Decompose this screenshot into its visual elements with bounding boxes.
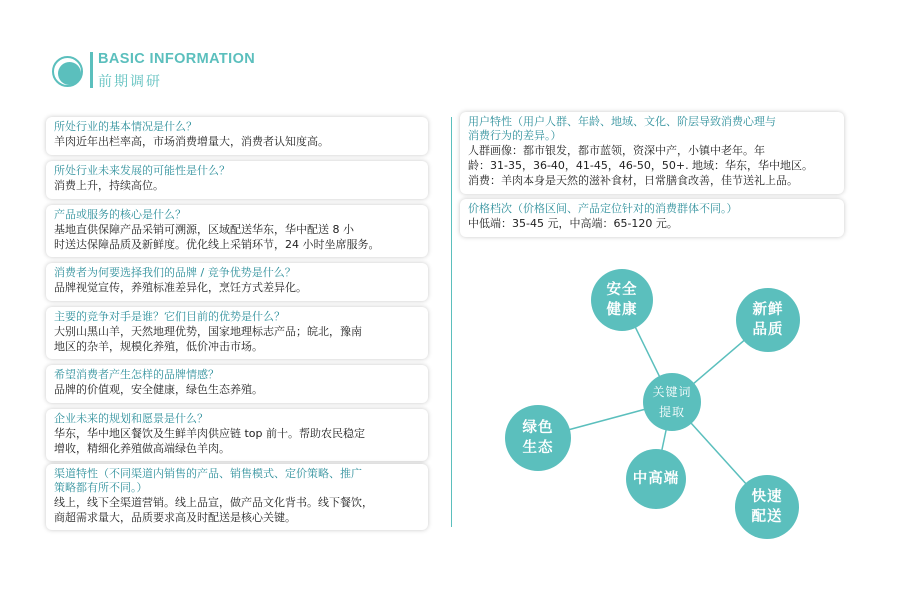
keyword-mindmap xyxy=(460,260,900,580)
card-answer-line: 大别山黑山羊，天然地理优势，国家地理标志产品；皖北，豫南 xyxy=(54,325,362,338)
card-answer-line: 商超需求量大，品质要求高及时配送是核心关键。 xyxy=(54,511,296,524)
card-question-cont: 策略都有所不同。） xyxy=(54,481,148,494)
title-accent-bar xyxy=(90,52,93,88)
keyword-node-delivery: 快速 配送 xyxy=(735,475,799,539)
card-answer: 消费上升，持续高位。 xyxy=(54,179,164,192)
card-industry-status xyxy=(46,117,428,155)
card-channel-traits xyxy=(46,464,428,530)
page-title-english: BASIC INFORMATION xyxy=(98,51,256,67)
card-answer-line: 龄：31-35，36-40，41-45，46-50，50+. 地域：华东，华中地区。 xyxy=(468,159,814,172)
card-question: 消费者为何要选择我们的品牌 / 竞争优势是什么？ xyxy=(54,266,296,279)
keyword-node-center: 关键词 提取 xyxy=(643,373,701,431)
card-question: 所处行业未来发展的可能性是什么？ xyxy=(54,164,230,177)
card-question: 用户特性（用户人群、年龄、地域、文化、阶层导致消费心理与 xyxy=(468,115,776,128)
card-question: 主要的竞争对手是谁？它们目前的优势是什么？ xyxy=(54,310,285,323)
card-core-product xyxy=(46,205,428,257)
card-question: 企业未来的规划和愿景是什么？ xyxy=(54,412,208,425)
card-answer-line: 华东，华中地区餐饮及生鲜羊肉供应链 top 前十。帮助农民稳定 xyxy=(54,427,366,440)
card-question: 希望消费者产生怎样的品牌情感？ xyxy=(54,368,219,381)
card-industry-future xyxy=(46,161,428,199)
card-answer: 中低端：35-45 元，中高端：65-120 元。 xyxy=(468,217,678,230)
card-answer: 品牌视觉宣传，养殖标准差异化，烹饪方式差异化。 xyxy=(54,281,307,294)
column-divider xyxy=(451,117,452,527)
card-competitors xyxy=(46,307,428,359)
card-answer-line: 人群画像：都市银发，都市蓝领，资深中产，小镇中老年。年 xyxy=(468,144,765,157)
card-price-tier xyxy=(460,199,844,237)
card-answer-line: 线上，线下全渠道营销。线上品宣，做产品文化背书。线下餐饮， xyxy=(54,496,373,509)
card-answer: 羊肉近年出栏率高，市场消费增量大，消费者认知度高。 xyxy=(54,135,329,148)
card-question: 价格档次（价格区间、产品定位针对的消费群体不同。） xyxy=(468,202,738,215)
card-answer-line: 地区的杂羊，规模化养殖，低价冲击市场。 xyxy=(54,340,263,353)
card-future-vision xyxy=(46,409,428,461)
card-answer-line: 消费：羊肉本身是天然的滋补食材，日常膳食改善，佳节送礼上品。 xyxy=(468,174,798,187)
card-user-traits xyxy=(460,112,844,194)
card-question: 产品或服务的核心是什么？ xyxy=(54,208,186,221)
logo-circle-icon xyxy=(52,56,83,87)
card-competitive-advantage xyxy=(46,263,428,301)
card-brand-emotion xyxy=(46,365,428,403)
card-answer-line: 基地直供保障产品采销可溯源，区域配送华东，华中配送 8 小 xyxy=(54,223,354,236)
keyword-node-safety: 安全 健康 xyxy=(591,269,653,331)
page-title-chinese: 前期调研 xyxy=(98,74,162,90)
card-answer: 品牌的价值观，安全健康，绿色生态养殖。 xyxy=(54,383,263,396)
keyword-node-midhigh: 中高端 xyxy=(626,449,686,509)
card-question: 所处行业的基本情况是什么？ xyxy=(54,120,197,133)
card-question: 渠道特性（不同渠道内销售的产品、销售模式、定价策略、推广 xyxy=(54,467,362,480)
keyword-node-green: 绿色 生态 xyxy=(505,405,571,471)
card-question-cont: 消费行为的差异。） xyxy=(468,129,562,142)
keyword-node-quality: 新鲜 品质 xyxy=(736,288,800,352)
card-answer-line: 时送达保障品质及新鲜度。优化线上采销环节，24 小时坐席服务。 xyxy=(54,238,380,251)
card-answer-line: 增收，精细化养殖做高端绿色羊肉。 xyxy=(54,442,230,455)
